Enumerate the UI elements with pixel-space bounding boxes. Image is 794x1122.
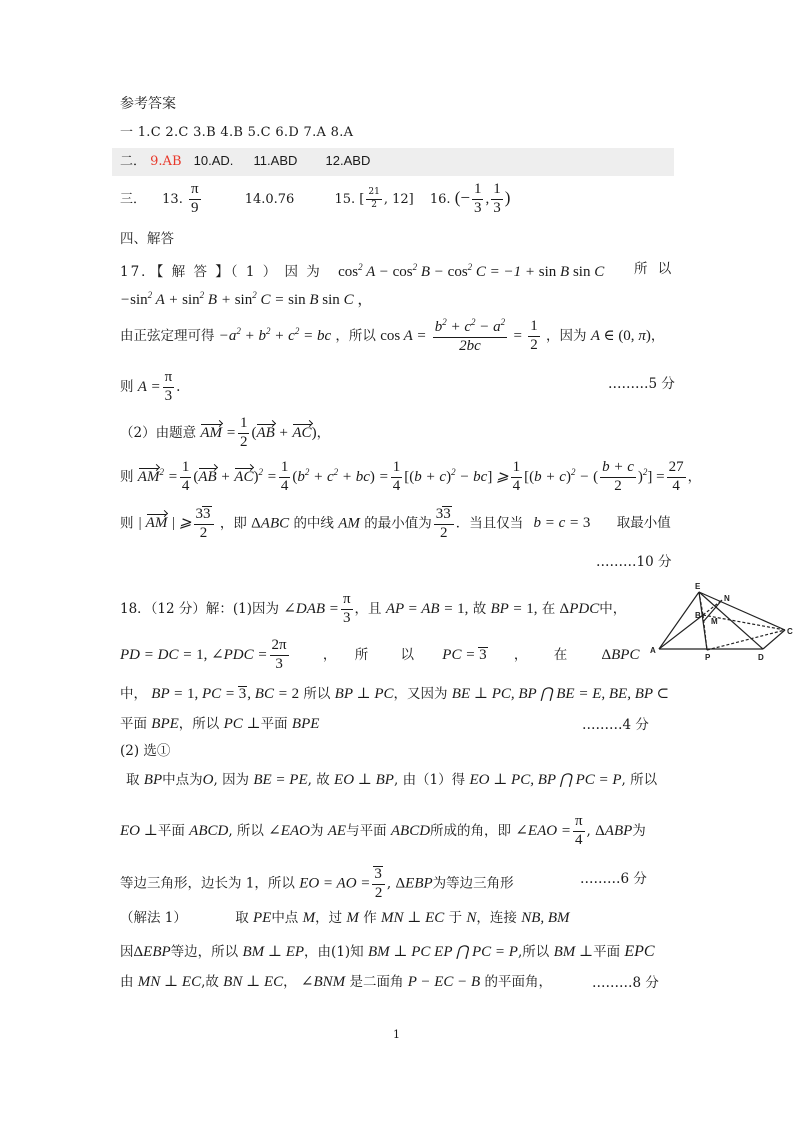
answer-11: 11.ABD	[253, 153, 298, 168]
p17-line-5: （2）由题意 AM = $\frac{1}{2}$ (AB + AC)，	[120, 415, 331, 450]
text: 为	[632, 822, 646, 839]
text: ，所以	[178, 716, 220, 732]
text: 则	[120, 468, 134, 485]
answer-9: 9.AB	[150, 154, 182, 169]
text: 则	[120, 515, 134, 532]
label-E: E	[695, 582, 701, 591]
p18-line-6: 取 BP中点为O, 因为 BE = PE, 故 EO ⊥ BP, 由（1）得 EO ⊥ PC, BP ⋂ PC = P, 所以	[126, 772, 658, 788]
text: 所以	[236, 822, 264, 839]
text: 平面	[260, 716, 288, 732]
text: 则	[120, 378, 134, 395]
text: （解法 1）	[120, 910, 187, 926]
text: ．当且仅当	[455, 515, 524, 532]
text: 由（1）得	[402, 772, 466, 788]
text: 是二面角	[349, 974, 404, 990]
text: 在	[541, 600, 556, 617]
p18-score-4: ………4 分	[582, 717, 649, 733]
text: 故	[472, 600, 487, 617]
text: 中点	[271, 910, 299, 926]
text: ，因为	[546, 327, 587, 344]
text: ，又因为	[393, 686, 448, 702]
text: 取	[126, 772, 140, 788]
text: ，且	[354, 600, 382, 617]
text: （2）由题意	[120, 424, 197, 441]
text: 所以	[630, 772, 658, 788]
text: 中点为	[162, 772, 203, 788]
p18-line-11: 由 MN ⊥ EC,故 BN ⊥ EC， ∠BNM 是二面角 P − EC − B 的平面角，	[120, 974, 553, 990]
text: 的中线	[293, 515, 334, 532]
text: 的最小值为	[364, 515, 432, 532]
p17-head: 17．【 解 答 】（ 1 ） 因 为	[120, 264, 322, 280]
text: ，所以	[335, 327, 376, 344]
text: 由正弦定理可得	[120, 327, 215, 344]
label-D: D	[758, 653, 764, 662]
answer-10: 10.AD.	[193, 153, 234, 168]
answer-16: 16.	[429, 191, 451, 207]
edge-ED	[699, 592, 763, 649]
text: 平面	[120, 716, 147, 732]
text: 所成的角，即	[430, 822, 512, 839]
text: 所以	[303, 686, 331, 702]
fill-prefix: 三．	[120, 191, 147, 207]
label-M: M	[711, 617, 718, 626]
p17-line-4: 则 A = $\frac{\pi}{3}$ .	[120, 369, 181, 404]
p18-line-9: （解法 1） 取 PE中点 M，过 M 作 MN ⊥ EC 于 N，连接 NB, BM	[120, 910, 570, 926]
text: 为	[309, 822, 324, 839]
label-N: N	[724, 594, 730, 603]
answer-12: 12.ABD	[325, 153, 371, 168]
answer-15: 15.	[334, 191, 356, 207]
choice-answers: 一 1.C 2.C 3.B 4.B 5.C 6.D 7.A 8.A	[120, 125, 354, 140]
multi-answers	[120, 154, 370, 168]
answer-13: 13.	[162, 191, 183, 207]
text: 等边，所以	[170, 944, 239, 960]
p18-line-3: 中， BP = 1, PC = 3, BC = 2 所以 BP ⊥ PC，又因为 BE ⊥ PC, BP ⋂ BE = E, BE, BP ⊂	[120, 686, 670, 702]
label-B: B	[695, 611, 701, 620]
p18-line-7: EO ⊥平面 ABCD, 所以 ∠EAO为 AE与平面 ABCD所成的角，即 ∠EAO = $\frac{\pi}{4}$ , ΔABP为	[120, 813, 646, 848]
p18-score-8: ………8 分	[592, 975, 659, 991]
p17-line-6: 则 $AM^2$ = $\frac{1}{4}$ (AB + AC)$^2$ = $\frac{1}{4}$ $(b^2 + c^2 + bc)$ = $\frac{1}{4}$ $[(b + c)^2 - bc]$ ⩾ $\frac{1}{4}$ [$(b + c)^2$ − ( $\frac{b + c}{2}$ )$^2$] = $\frac{27}{4}$ ，	[120, 459, 702, 494]
text: 故	[316, 772, 330, 788]
text: 与平面	[346, 822, 387, 839]
text: 由	[120, 974, 134, 990]
frac-pi-9: $\frac{\pi}{9}$	[190, 181, 199, 216]
p17-suoyi: 所 以	[634, 261, 675, 277]
label-A: A	[650, 646, 656, 655]
p18-line-1: 18．（12 分）解：(1)因为 ∠DAB = $\frac{\pi}{3}$ ，且 AP = AB = 1, 故 BP = 1, 在 ΔPDC中，	[120, 591, 627, 626]
text: ，即	[219, 515, 247, 532]
text: 平面	[157, 822, 185, 839]
fill-answers: 三． 13. $\frac{\pi}{9}$ 14.0.76 15. [ $\frac{21}{2}$ , 12] 16. (− $\frac{1}{3}$ , $\frac{1}{3}$ )	[120, 181, 511, 216]
multi-prefix: 二．	[120, 154, 147, 169]
text: 为等边三角形	[432, 875, 514, 892]
p18-line-4: 平面 BPE，所以 PC ⊥平面 BPE	[120, 716, 320, 732]
p18-line-10: 因ΔEBP等边，所以 BM ⊥ EP，由(1)知 BM ⊥ PC EP ⋂ PC = P,所以 BM ⊥平面 EPC	[120, 943, 655, 960]
edge-DC	[763, 630, 785, 649]
text: 过	[328, 910, 343, 926]
text: 所以	[522, 944, 550, 960]
p18-line-8: 等边三角形，边长为 1，所以 EO = AO = $\frac{3}{2}$ , ΔEBP为等边三角形	[120, 866, 514, 901]
p17-line-1: 17．【 解 答 】（ 1 ） 因 为 $\cos^2 A - \cos^2 B - \cos^2 C = -1 + \sin B$ sin C	[120, 262, 605, 280]
text: 等边三角形，边长为 1，所以	[120, 875, 295, 892]
text: 18．（12 分）解：(1)因为	[120, 600, 280, 617]
text: 因为	[222, 772, 250, 788]
p17-line-2: $-\sin^2$ $A + \sin^2 B + \sin^2 C = \sin B$ sin C ，	[120, 290, 373, 308]
label-P: P	[705, 653, 711, 662]
text: 于	[448, 910, 463, 926]
answer-14: 14.0.76	[244, 191, 295, 207]
text: 的平面角，	[484, 974, 553, 990]
text: 中，	[120, 686, 147, 702]
p18-score-6: ………6 分	[580, 871, 647, 887]
p18-line-2: PD = DC = 1, ∠PDC = $\frac{2\pi}{3}$ ， 所 以 PC = 3 ， 在 ΔBPC	[120, 637, 640, 672]
text: 由(1)知	[317, 944, 364, 960]
edge-AB	[659, 615, 703, 649]
page-number: 1	[393, 1028, 400, 1041]
answer-heading: 参考答案	[120, 96, 176, 112]
text: 平面	[593, 944, 621, 960]
text: 取	[235, 910, 249, 926]
text: 取最小值	[616, 515, 671, 532]
p17-score-10: ………10 分	[596, 554, 672, 570]
text: 因	[120, 944, 134, 960]
edge-BN	[703, 600, 722, 615]
text: 中，	[599, 600, 627, 617]
label-C: C	[787, 627, 793, 636]
text: 所 以	[354, 646, 428, 663]
text: 连接	[489, 910, 517, 926]
p17-line-7: 则 | AM | ⩾ $\frac{33}{2}$ ，即 ΔABC 的中线 AM 的最小值为 $\frac{33}{2}$ ．当且仅当 b = c = 3 取最小值	[120, 506, 671, 541]
text: 在	[553, 646, 568, 663]
p18-choice: (2) 选①	[120, 743, 171, 759]
section-4: 四、解答	[120, 231, 174, 247]
p17-score-5: ………5 分	[608, 376, 675, 392]
p17-line-3: 由正弦定理可得 $-a^2 + b^2 + c^2$ = bc ，所以 cos A = $\frac{b^2 + c^2 - a^2}{2bc}$ = $\frac{1}{2}$ ，因为 A ∈ (0, π)，	[120, 317, 665, 354]
pyramid-figure	[645, 580, 794, 662]
text: 故	[205, 974, 219, 990]
edge-EA	[659, 592, 699, 649]
text: 作	[363, 910, 377, 926]
